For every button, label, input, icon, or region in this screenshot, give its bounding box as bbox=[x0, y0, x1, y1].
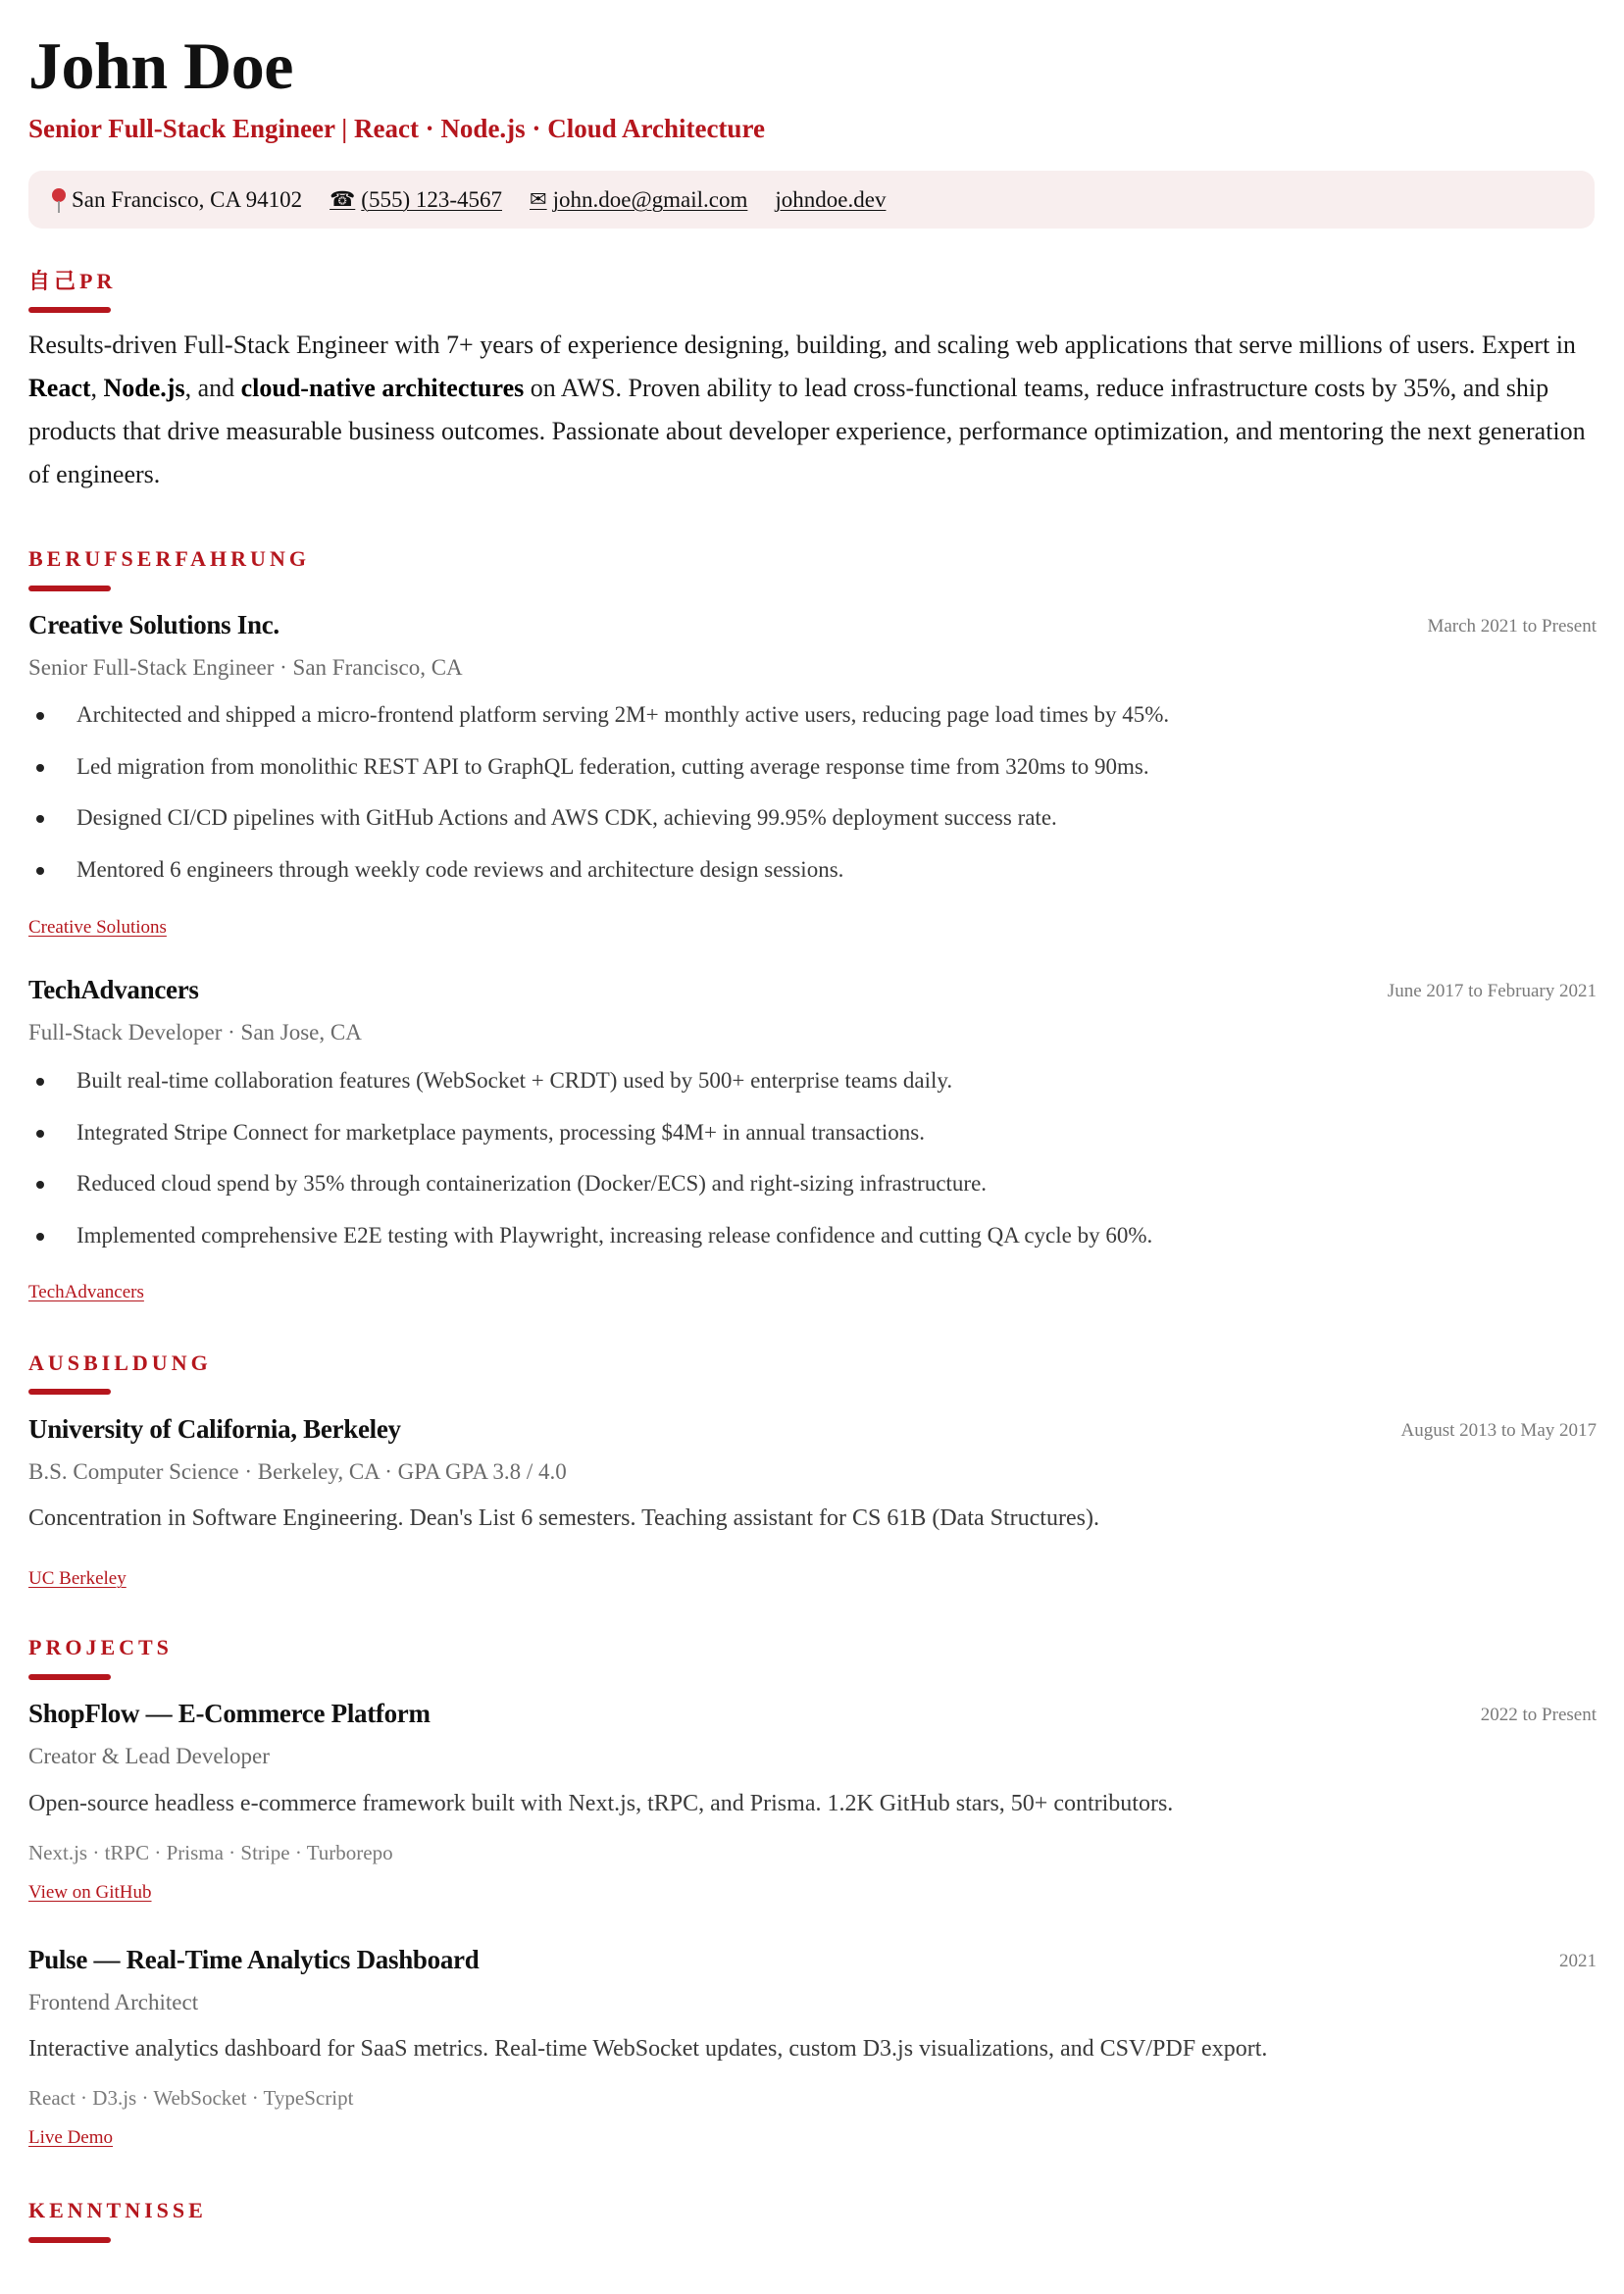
map-pin-icon bbox=[52, 186, 66, 214]
job-company: Creative Solutions Inc. bbox=[28, 610, 279, 639]
section-rule bbox=[28, 1389, 111, 1395]
summary-part: on AWS. Proven ability to lead cross-functional teams, reduce infrastructure costs by 35%, and ship products that drive measurable business outcomes. Passionate about developer experience, performance optimization, and mentoring the next generation of engineers. bbox=[28, 374, 1586, 488]
phone-link[interactable] bbox=[330, 187, 502, 213]
education-description: Concentration in Software Engineering. Dean's List 6 semesters. Teaching assistant for CS 61B (Data Structures). bbox=[28, 1505, 1099, 1531]
project-description: Interactive analytics dashboard for SaaS metrics. Real-time WebSocket updates, custom D3.js visualizations, and CSV/PDF export. bbox=[28, 2036, 1268, 2062]
location-text: San Francisco, CA 94102 bbox=[72, 186, 303, 212]
section-title-experience: BERUFSERFAHRUNG bbox=[28, 546, 310, 571]
project-role: Frontend Architect bbox=[28, 1990, 199, 2014]
website-link[interactable]: johndoe.dev bbox=[775, 186, 887, 212]
project-role: Creator & Lead Developer bbox=[28, 1744, 270, 1768]
project-date: 2021 bbox=[1559, 1951, 1597, 1971]
email-link[interactable] bbox=[530, 187, 747, 213]
bullet-item: Designed CI/CD pipelines with GitHub Actions and AWS CDK, achieving 99.95% deployment success rate. bbox=[28, 802, 1588, 854]
phone-icon: ☎ bbox=[330, 187, 356, 211]
email-text: john.doe@gmail.com bbox=[552, 186, 748, 212]
phone-text: (555) 123-4567 bbox=[361, 186, 503, 212]
bullet-item: Led migration from monolithic REST API to GraphQL federation, cutting average response time from 320ms to 90ms. bbox=[28, 751, 1588, 803]
name-heading: John Doe bbox=[28, 28, 293, 103]
school-name: University of California, Berkeley bbox=[28, 1414, 401, 1444]
job-bullets bbox=[28, 699, 1588, 905]
section-title-summary: 自己PR bbox=[28, 269, 117, 293]
bullet-item: Reduced cloud spend by 35% through containerization (Docker/ECS) and right-sizing infrastructure. bbox=[28, 1168, 1588, 1220]
section-rule bbox=[28, 307, 111, 313]
contact-bar bbox=[28, 171, 1595, 229]
project-link[interactable]: Live Demo bbox=[28, 2127, 114, 2148]
education-date: August 2013 to May 2017 bbox=[1400, 1420, 1597, 1441]
mail-icon: ✉ bbox=[530, 187, 547, 211]
job-subtitle: Senior Full-Stack Engineer · San Francisco, CA bbox=[28, 655, 463, 680]
project-tech-stack: React · D3.js · WebSocket · TypeScript bbox=[28, 2086, 354, 2110]
company-link[interactable]: Creative Solutions bbox=[28, 917, 167, 938]
degree-subtitle: B.S. Computer Science · Berkeley, CA · GPA GPA 3.8 / 4.0 bbox=[28, 1459, 567, 1484]
job-date: June 2017 to February 2021 bbox=[1387, 981, 1597, 1001]
contact-location bbox=[52, 186, 302, 214]
project-date: 2022 to Present bbox=[1480, 1705, 1597, 1725]
school-link[interactable]: UC Berkeley bbox=[28, 1568, 127, 1589]
bullet-item: Built real-time collaboration features (WebSocket + CRDT) used by 500+ enterprise teams daily. bbox=[28, 1065, 1588, 1117]
summary-keyword: React bbox=[28, 374, 91, 402]
job-bullets bbox=[28, 1065, 1588, 1271]
bullet-item: Integrated Stripe Connect for marketplace payments, processing $4M+ in annual transactions. bbox=[28, 1117, 1588, 1169]
section-rule bbox=[28, 2237, 111, 2243]
section-title-projects: PROJECTS bbox=[28, 1635, 173, 1659]
headline: Senior Full-Stack Engineer | React · Node.js · Cloud Architecture bbox=[28, 114, 765, 143]
project-name: ShopFlow — E-Commerce Platform bbox=[28, 1699, 431, 1728]
section-rule bbox=[28, 586, 111, 591]
section-rule bbox=[28, 1674, 111, 1680]
project-name: Pulse — Real-Time Analytics Dashboard bbox=[28, 1945, 480, 1974]
bullet-item: Implemented comprehensive E2E testing with Playwright, increasing release confidence and cutting QA cycle by 60%. bbox=[28, 1220, 1588, 1272]
summary-sep: , and bbox=[184, 374, 241, 402]
job-company: TechAdvancers bbox=[28, 975, 199, 1004]
bullet-item: Mentored 6 engineers through weekly code reviews and architecture design sessions. bbox=[28, 854, 1588, 906]
company-link[interactable]: TechAdvancers bbox=[28, 1282, 144, 1302]
section-title-education: AUSBILDUNG bbox=[28, 1351, 212, 1375]
section-title-skills: KENNTNISSE bbox=[28, 2198, 207, 2222]
job-subtitle: Full-Stack Developer · San Jose, CA bbox=[28, 1020, 362, 1045]
project-link[interactable]: View on GitHub bbox=[28, 1882, 152, 1903]
summary-part: Results-driven Full-Stack Engineer with 7+ years of experience designing, building, and scaling web applications that serve millions of users. Expert in bbox=[28, 331, 1576, 359]
project-description: Open-source headless e-commerce framework built with Next.js, tRPC, and Prisma. 1.2K GitHub stars, 50+ contributors. bbox=[28, 1791, 1174, 1816]
bullet-item: Architected and shipped a micro-frontend platform serving 2M+ monthly active users, reducing page load times by 45%. bbox=[28, 699, 1588, 751]
summary-keyword: Node.js bbox=[103, 374, 185, 402]
project-tech-stack: Next.js · tRPC · Prisma · Stripe · Turborepo bbox=[28, 1841, 393, 1864]
summary-keyword: cloud-native architectures bbox=[240, 374, 525, 402]
job-date: March 2021 to Present bbox=[1427, 616, 1597, 637]
summary-sep: , bbox=[90, 374, 104, 402]
summary-text bbox=[28, 324, 1598, 496]
